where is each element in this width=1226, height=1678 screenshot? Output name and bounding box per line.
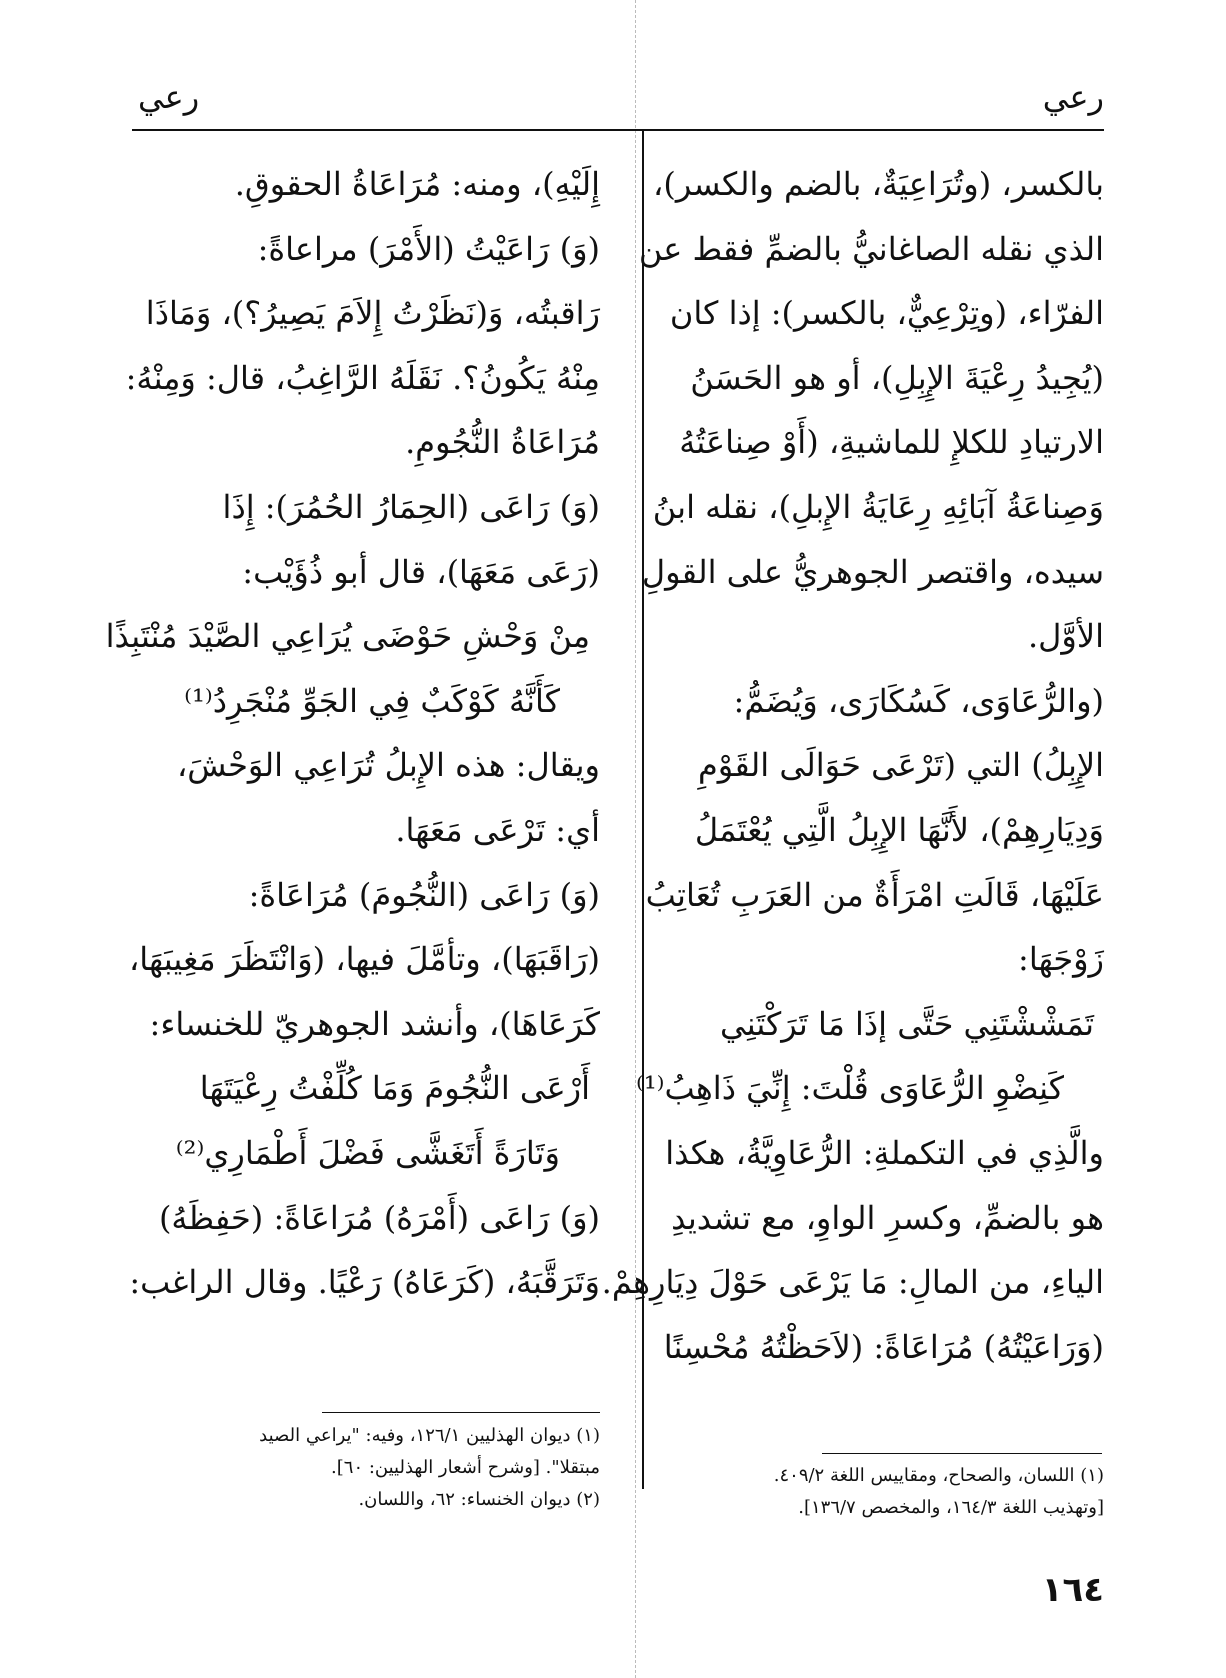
- text-line: (رَعَى مَعَهَا)، قال أبو ذُؤَيْب:: [242, 552, 600, 591]
- text-line: سيده، واقتصر الجوهريُّ على القولِ: [641, 552, 1104, 591]
- text-line: (وَ) رَاعَى (النُّجُومَ) مُرَاعَاةً:: [248, 875, 600, 914]
- footnotes-right: [634, 1460, 1104, 1524]
- text-line: والَّذِي في التكملةِ: الرُّعَاوِيَّةُ، هكذا: [665, 1133, 1104, 1172]
- footnote-line: (١) اللسان، والصحاح، ومقاييس اللغة ٤٠٩/٢.: [773, 1465, 1104, 1486]
- left-column: [105, 152, 600, 1315]
- verse-line: كَأَنَّهُ كَوْكَبٌ فِي الجَوِّ مُنْجَرِدُ⁽¹⁾: [184, 681, 560, 720]
- header-word-right: رعي: [1042, 78, 1104, 116]
- text-line: الياءِ، من المالِ: مَا يَرْعَى حَوْلَ دِيَارِهِمْ.: [601, 1263, 1104, 1302]
- text-line: الأوَّل.: [1027, 617, 1104, 656]
- footnote-rule-right: [822, 1453, 1102, 1454]
- verse-line: وَتَارَةً أَتَغَشَّى فَضْلَ أَطْمَارِي⁽²⁾: [175, 1133, 560, 1172]
- header-word-left: رعي: [138, 78, 200, 116]
- text-line: كَرَعَاهَا)، وأنشد الجوهريّ للخنساء:: [149, 1004, 600, 1043]
- text-line: وَتَرَقَّبَهُ، (كَرَعَاهُ) رَعْيًا. وقال الراغب:: [129, 1263, 600, 1302]
- text-line: وَدِيَارِهِمْ)، لأَنَّهَا الإِبِلُ الَّتِي يُعْتَمَلُ: [694, 810, 1104, 849]
- text-line: (وَ) رَاعَى (أَمْرَهُ) مُرَاعَاةً: (حَفِظَهُ): [158, 1198, 600, 1237]
- footnotes-left: [132, 1420, 600, 1516]
- text-line: (يُجِيدُ رِعْيَةَ الإِبِلِ)، أو هو الحَسَنُ: [690, 358, 1104, 397]
- text-line: ويقال: هذه الإِبلُ تُرَاعِي الوَحْشَ،: [176, 746, 600, 785]
- text-line: (رَاقَبَهَا)، وتأمَّلَ فيها، (وَانْتَظَرَ مَغِيبَهَا،: [128, 940, 600, 979]
- text-line: (وَ) رَاعَيْتُ (الأَمْرَ) مراعاةً:: [257, 229, 600, 268]
- text-line: زَوْجَهَا:: [1018, 940, 1104, 979]
- footnote-line: [وتهذيب اللغة ١٦٤/٣، والمخصص ١٣٦/٧].: [798, 1497, 1104, 1518]
- text-line: أي: تَرْعَى مَعَهَا.: [395, 810, 600, 849]
- text-line: عَلَيْهَا، قَالَتِ امْرَأَةٌ من العَرَبِ تُعَاتِبُ: [645, 875, 1104, 914]
- text-line: الفرّاء، (وتِرْعِيٌّ، بالكسر): إذا كان: [669, 294, 1104, 333]
- text-line: إِلَيْهِ)، ومنه: مُرَاعَاةُ الحقوقِ.: [234, 165, 600, 203]
- header-rule: [132, 129, 1104, 131]
- footnote-line: (١) ديوان الهذليين ١٢٦/١، وفيه: "يراعي الصيد: [259, 1425, 600, 1446]
- fold-line: [635, 0, 636, 1678]
- text-line: الإِبِلُ) التي (تَرْعَى حَوَالَى القَوْمِ: [697, 746, 1104, 785]
- verse-line: أَرْعَى النُّجُومَ وَمَا كُلِّفْتُ رِعْيَتَهَا: [199, 1069, 590, 1108]
- text-line: مِنْهُ يَكُونُ؟. نَقَلَهُ الرَّاغِبُ، قال: وَمِنْهُ:: [125, 358, 600, 397]
- text-line: هو بالضمِّ، وكسرِ الواوِ، مع تشديدِ: [671, 1198, 1104, 1237]
- verse-line: كَنِضْوِ الرُّعَاوَى قُلْتَ: إِنِّيَ ذَاهِبُ⁽¹⁾: [635, 1069, 1064, 1108]
- text-line: وَصِناعَةُ آبَائِهِ رِعَايَةُ الإِبلِ)، نقله ابنُ: [652, 487, 1104, 526]
- footnote-line: (٢) ديوان الخنساء: ٦٢، واللسان.: [358, 1489, 600, 1510]
- page-number: ١٦٤: [1041, 1570, 1104, 1610]
- text-line: (وَ) رَاعَى (الحِمَارُ الحُمُرَ): إِذَا: [222, 487, 600, 526]
- verse-line: تَمَشْشْتَنِي حَتَّى إذَا مَا تَرَكْتَنِي: [720, 1004, 1094, 1043]
- footnote-line: مبتقلا". [وشرح أشعار الهذليين: ٦٠].: [331, 1457, 600, 1478]
- text-line: الذي نقله الصاغانيُّ بالضمِّ فقط عن: [638, 229, 1104, 268]
- text-line: مُرَاعَاةُ النُّجُومِ.: [405, 423, 600, 462]
- right-column: [601, 152, 1104, 1379]
- footnote-rule-left: [322, 1412, 600, 1413]
- text-line: الارتيادِ للكلإِ للماشيةِ، (أَوْ صِناعَتُهُ: [679, 423, 1104, 462]
- text-line: بالكسر، (وتُرَاعِيَةٌ، بالضم والكسر)،: [653, 165, 1104, 203]
- text-line: (وَرَاعَيْتُهُ) مُرَاعَاةً: (لاَحَظْتُهُ مُحْسِنًا: [663, 1327, 1104, 1366]
- text-line: (والرُّعَاوَى، كَسُكَارَى، وَيُضَمُّ:: [733, 681, 1104, 720]
- text-line: رَاقبتُه، وَ(نَظَرْتُ إِلاَمَ يَصِيرُ؟)، وَمَاذَا: [145, 294, 600, 333]
- verse-line: مِنْ وَحْشِ حَوْضَى يُرَاعِي الصَّيْدَ مُنْتَبِذًا: [105, 617, 590, 656]
